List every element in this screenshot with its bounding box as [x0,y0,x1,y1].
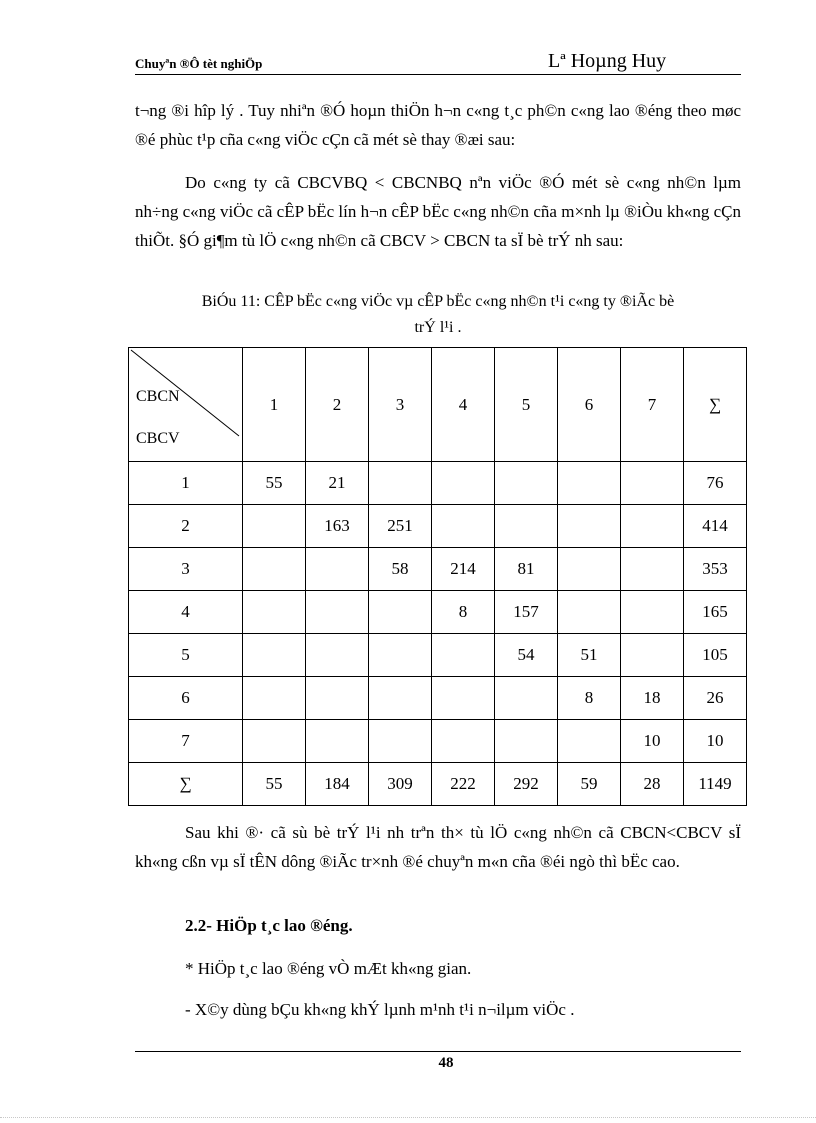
table-cell [369,462,432,505]
table-cell: 251 [369,505,432,548]
row-label: 7 [129,720,243,763]
page-header [135,50,741,74]
row-label: 3 [129,548,243,591]
table-cell: 222 [432,763,495,806]
table-cell: 51 [558,634,621,677]
table-cell: 165 [684,591,747,634]
row-label: 1 [129,462,243,505]
column-header: 5 [495,348,558,462]
grade-table [128,347,747,806]
table-cell: 55 [243,462,306,505]
table-cell: 18 [621,677,684,720]
column-header: 1 [243,348,306,462]
table-cell [495,677,558,720]
table-cell [495,720,558,763]
table-cell [243,634,306,677]
column-header: 2 [306,348,369,462]
table-cell: 309 [369,763,432,806]
table-cell [558,505,621,548]
caption-line-2: trÝ l¹i . [414,319,462,336]
table-row [129,720,747,763]
table-cell [621,634,684,677]
table-cell: 58 [369,548,432,591]
table-cell: 55 [243,763,306,806]
column-header: ∑ [684,348,747,462]
table-cell [306,634,369,677]
table-cell: 214 [432,548,495,591]
table-cell [306,720,369,763]
table-cell [243,505,306,548]
table-cell: 1149 [684,763,747,806]
table-cell [306,548,369,591]
paragraph-intro: t¬ng ®i hîp lý . Tuy nhiªn ®Ó hoµn thiÖn h¬n c«ng t¸c ph©n c«ng lao ®éng theo møc ®é phùc t¹p cña c«ng viÖc cÇn cã mét sè thay ®æi sau: [135,101,741,149]
table-cell: 353 [684,548,747,591]
table-corner-cell [129,348,243,462]
table-cell: 10 [684,720,747,763]
corner-label-cbcv: CBCV [136,430,180,447]
table-cell [621,548,684,591]
table-row [129,548,747,591]
table-cell [495,462,558,505]
table-row [129,763,747,806]
table-cell [306,591,369,634]
table-cell [243,591,306,634]
column-header: 3 [369,348,432,462]
table-cell [621,462,684,505]
paragraph-company: Do c«ng ty cã CBCVBQ < CBCNBQ nªn viÖc ®Ó mét sè c«ng nh©n lµm nh÷ng c«ng viÖc cã cÊP bËc lín h¬n cÊP bËc c«ng nh©n cña m×nh lµ ®iÒu kh«ng cÇn thiÕt. §Ó gi¶m tù lÖ c«ng nh©n cã CBCV > CBCN ta sÏ bè trÝ nh sau: [135,173,741,250]
table-cell [306,677,369,720]
table-cell [432,720,495,763]
header-title: Chuyªn ®Ô tèt nghiÖp [135,56,263,71]
table-cell [558,720,621,763]
table-row [129,634,747,677]
table-cell: 8 [432,591,495,634]
table-cell: 157 [495,591,558,634]
table-cell [369,677,432,720]
table-cell [558,591,621,634]
table-cell [558,548,621,591]
table-header-row [129,348,747,462]
section-line-space: * HiÖp t¸c lao ®éng vÒ mÆt kh«ng gian. [185,959,472,978]
table-cell: 8 [558,677,621,720]
table-row [129,462,747,505]
table-cell [621,505,684,548]
table-cell: 163 [306,505,369,548]
header-divider [135,74,741,75]
table-cell [369,591,432,634]
row-label: ∑ [129,763,243,806]
footer-divider [135,1051,741,1052]
table-cell: 76 [684,462,747,505]
table-cell [369,720,432,763]
table-caption [135,289,741,341]
table-cell: 21 [306,462,369,505]
table-cell: 54 [495,634,558,677]
header-author: Lª Hoµng Huy [548,50,667,72]
column-header: 7 [621,348,684,462]
table-cell: 105 [684,634,747,677]
table-cell [432,634,495,677]
table-cell [369,634,432,677]
table-row [129,677,747,720]
column-header: 6 [558,348,621,462]
column-header: 4 [432,348,495,462]
row-label: 5 [129,634,243,677]
paragraph-conclusion: Sau khi ®· cã sù bè trÝ l¹i nh trªn th× tù lÖ c«ng nh©n cã CBCN<CBCV sÏ kh«ng cßn vµ sÏ tÊN dông ®iÃc tr×nh ®é chuyªn m«n cña ®éi ngò thì bËc cao. [135,823,741,871]
corner-label-cbcn: CBCN [136,388,180,405]
caption-line-1: BiÓu 11: CÊP bËc c«ng viÖc vµ cÊP bËc c«ng nh©n t¹i c«ng ty ®iÃc bè [201,293,675,310]
table-cell [558,462,621,505]
row-label: 4 [129,591,243,634]
table-cell [432,462,495,505]
table-row [129,591,747,634]
table-cell [243,720,306,763]
section-heading: 2.2- HiÖp t¸c lao ®éng. [185,916,353,935]
table-cell [432,677,495,720]
table-cell: 184 [306,763,369,806]
table-cell: 81 [495,548,558,591]
table-row [129,505,747,548]
table-cell: 26 [684,677,747,720]
row-label: 2 [129,505,243,548]
table-cell [243,677,306,720]
table-cell: 414 [684,505,747,548]
table-cell: 28 [621,763,684,806]
table-cell: 10 [621,720,684,763]
table-cell: 59 [558,763,621,806]
table-cell [432,505,495,548]
row-label: 6 [129,677,243,720]
page-edge [0,1117,816,1118]
page-number: 48 [438,1055,454,1071]
table-cell [495,505,558,548]
table-cell [621,591,684,634]
table-cell [243,548,306,591]
section-line-atmosphere: - X©y dùng bÇu kh«ng khÝ lµnh m¹nh t¹i n¬ilµm viÖc . [185,1000,575,1019]
table-cell: 292 [495,763,558,806]
